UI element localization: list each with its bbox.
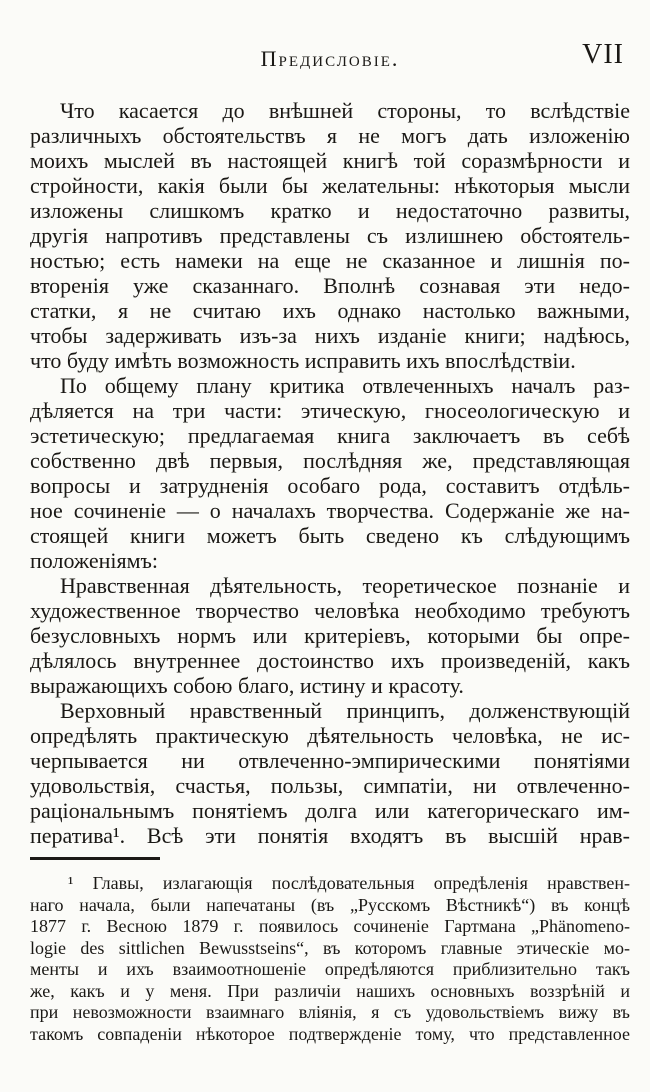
text-line: другія напротивъ представлены съ излишнею обстоятель- bbox=[30, 223, 630, 248]
text-line: опредѣлять практическую дѣятельность человѣка, не ис- bbox=[30, 723, 630, 748]
text-line: положеніямъ: bbox=[30, 548, 159, 573]
text-line: раціональнымъ понятіемъ долга или категорическаго им- bbox=[30, 798, 630, 823]
text-line: статки, я не считаю ихъ однако настолько важными, bbox=[30, 298, 630, 323]
text-line: вопросы и затрудненія особаго рода, составитъ отдѣль- bbox=[30, 473, 630, 498]
footnote-line: logie des sittlichen Bewusstseins“, въ которомъ главные этическіе мо- bbox=[30, 937, 630, 958]
page-header bbox=[30, 39, 630, 72]
footnote-line: ¹ Главы, излагающія послѣдовательныя опредѣленія нравствен- bbox=[68, 873, 630, 893]
text-line: художественное творчество человѣка необходимо требуютъ bbox=[30, 598, 630, 623]
text-line: ператива¹. Всѣ эти понятія входятъ въ высшій нрав- bbox=[30, 823, 630, 848]
page-number: VII bbox=[582, 39, 624, 70]
footnote-line: же, какъ и у меня. При различіи нашихъ основныхъ воззрѣній и bbox=[30, 980, 630, 1001]
text-line: Верховный нравственный принципъ, долженствующій bbox=[60, 698, 630, 723]
text-line: стоящей книги можетъ быть сведено къ слѣдующимъ bbox=[30, 523, 630, 548]
text-line: дѣлялось внутреннее достоинство ихъ произведеній, какъ bbox=[30, 648, 630, 673]
text-line: ное сочиненіе — о началахъ творчества. Содержаніе же на- bbox=[30, 498, 630, 523]
text-line: выражающихъ собою благо, истину и красоту. bbox=[30, 673, 464, 698]
text-line: изложены слишкомъ кратко и недостаточно развиты, bbox=[30, 198, 630, 223]
text-line: удовольствія, счастья, пользы, симпатіи, ни отвлеченно- bbox=[30, 773, 630, 798]
footnote-line: такомъ совпаденіи нѣкоторое подтвержденіе тому, что представленное bbox=[30, 1023, 630, 1044]
text-line: чтобы задерживать изъ-за нихъ изданіе книги; надѣюсь, bbox=[30, 323, 630, 348]
running-title: Предисловіе. bbox=[260, 46, 400, 71]
footnote-line: при невозможности взаимнаго вліянія, я съ удовольствіемъ вижу въ bbox=[30, 1002, 630, 1022]
main-text bbox=[30, 98, 630, 848]
footnote-separator bbox=[30, 857, 160, 860]
text-line: вторенія уже сказаннаго. Вполнѣ сознавая эти недо- bbox=[30, 273, 630, 298]
text-line: безусловныхъ нормъ или критеріевъ, которыми бы опре- bbox=[30, 623, 630, 648]
text-line: дѣляется на три части: этическую, гносеологическую и bbox=[30, 398, 630, 423]
text-line: моихъ мыслей въ настоящей книгѣ той соразмѣрности и bbox=[30, 148, 630, 173]
text-line: различныхъ обстоятельствъ я не могъ дать изложенію bbox=[30, 123, 630, 148]
text-line: черпывается ни отвлеченно-эмпирическими понятіями bbox=[30, 748, 630, 773]
text-line: собственно двѣ первыя, послѣдняя же, представляющая bbox=[30, 448, 630, 473]
footnote-line: 1877 г. Весною 1879 г. появилось сочиненіе Гартмана „Phänomeno- bbox=[30, 916, 630, 936]
text-line: Нравственная дѣятельность, теоретическое познаніе и bbox=[60, 573, 630, 598]
text-line: По общему плану критика отвлеченныхъ началъ раз- bbox=[60, 373, 630, 398]
text-line: эстетическую; предлагаемая книга заключаетъ въ себѣ bbox=[30, 423, 630, 448]
footnote-line: наго начала, были напечатаны (въ „Русскомъ Вѣстникѣ“) въ концѣ bbox=[30, 894, 630, 915]
text-line: ностью; есть намеки на еще не сказанное и лишнія по- bbox=[30, 248, 630, 273]
text-line: Что касается до внѣшней стороны, то вслѣдствіе bbox=[60, 98, 630, 123]
footnote bbox=[30, 873, 630, 1045]
text-line: стройности, какія были бы желательны: нѣкоторыя мысли bbox=[30, 173, 630, 198]
text-line: что буду имѣть возможность исправить ихъ впослѣдствіи. bbox=[30, 348, 576, 373]
footnote-line: менты и ихъ взаимоотношеніе опредѣляются приблизительно такъ bbox=[30, 959, 630, 979]
